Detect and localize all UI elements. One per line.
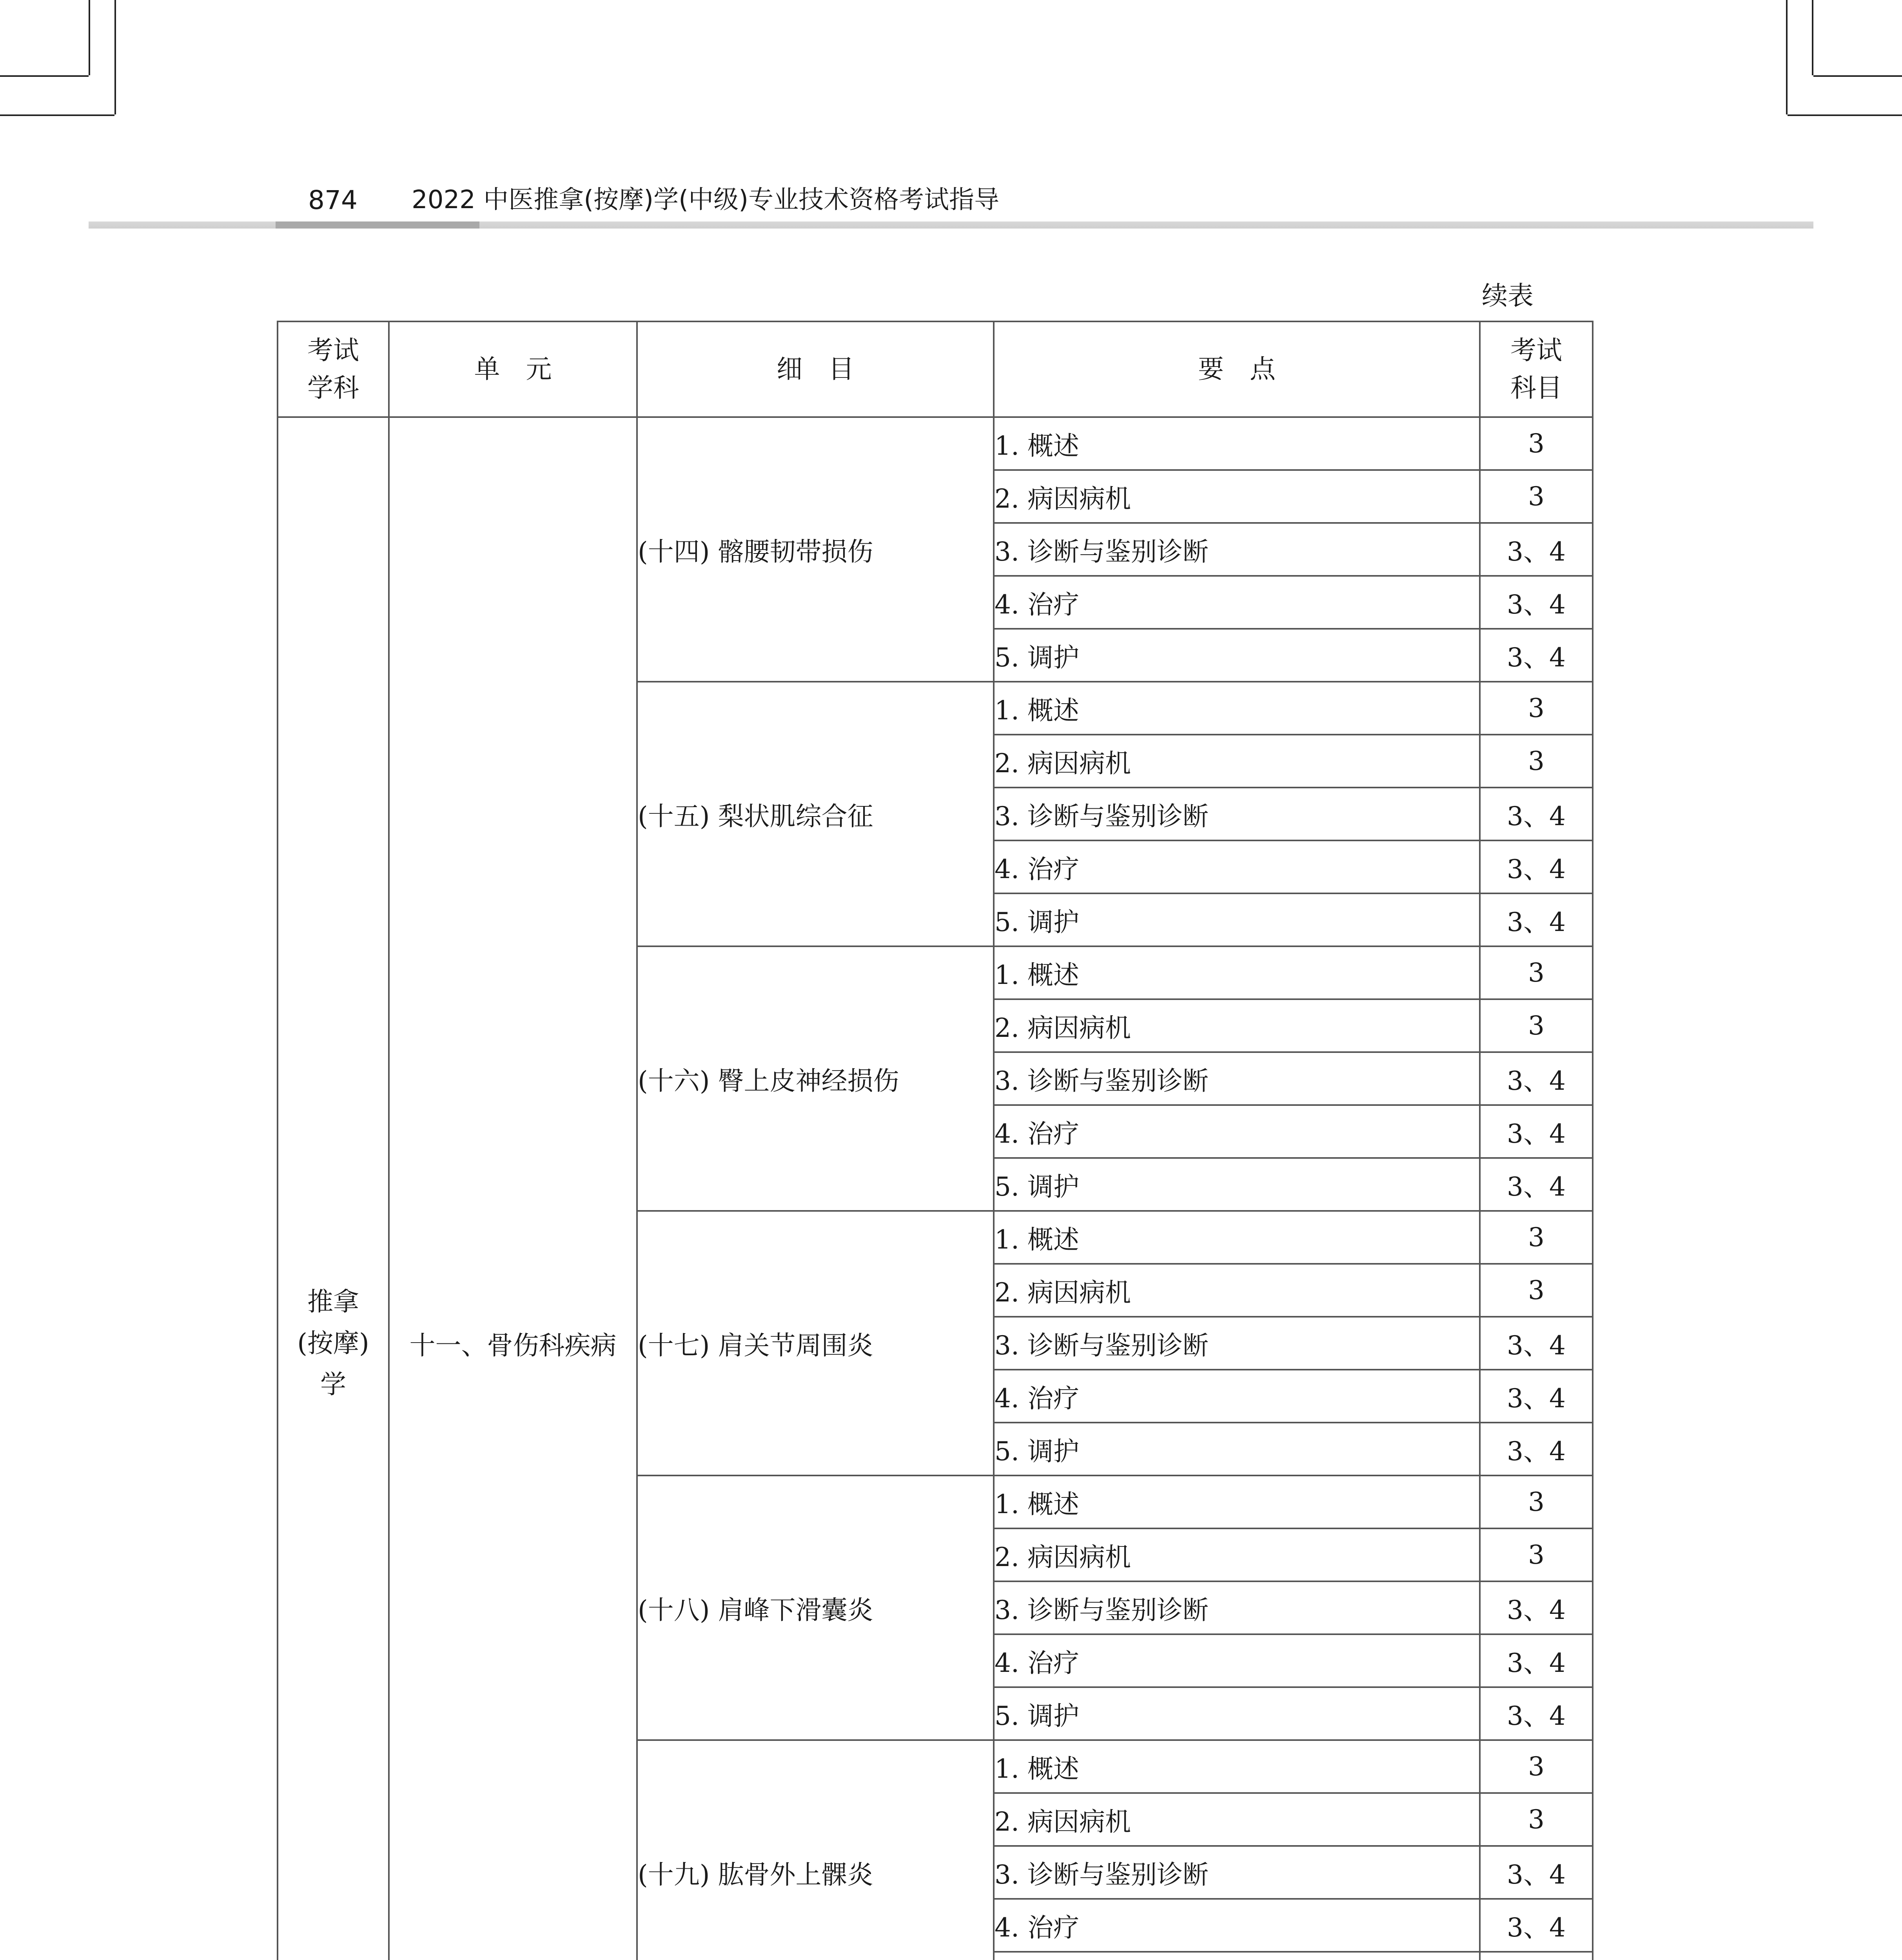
exam-level-cell: 3 xyxy=(1480,682,1593,735)
exam-level-cell: 3、4 xyxy=(1480,893,1593,946)
point-cell: 5. 调护 xyxy=(994,893,1480,946)
crop-mark xyxy=(114,0,116,114)
exam-level-cell: 3 xyxy=(1480,1740,1593,1793)
exam-level-cell: 3、4 xyxy=(1480,576,1593,629)
exam-level-cell: 3、4 xyxy=(1480,523,1593,576)
point-cell: 5. 调护 xyxy=(994,1158,1480,1211)
crop-mark xyxy=(1788,114,1902,116)
point-cell: 1. 概述 xyxy=(994,1475,1480,1528)
exam-level-cell: 3 xyxy=(1480,470,1593,523)
exam-level-cell: 3、4 xyxy=(1480,1052,1593,1105)
header-rule-accent xyxy=(276,221,479,229)
exam-level-cell: 3 xyxy=(1480,1211,1593,1264)
exam-level-cell: 3、4 xyxy=(1480,1317,1593,1370)
header-topic: 细 目 xyxy=(637,321,994,417)
exam-level-cell: 3、4 xyxy=(1480,1370,1593,1423)
exam-level-cell: 3 xyxy=(1480,999,1593,1052)
exam-level-cell: 3、4 xyxy=(1480,840,1593,893)
table-row xyxy=(278,417,1593,470)
point-cell: 4. 治疗 xyxy=(994,1899,1480,1952)
subject-cell xyxy=(278,417,389,1960)
exam-level-cell xyxy=(1480,1952,1593,1960)
exam-level-cell: 3、4 xyxy=(1480,1634,1593,1687)
exam-syllabus-table xyxy=(277,321,1593,1960)
point-cell: 3. 诊断与鉴别诊断 xyxy=(994,523,1480,576)
header-level-line: 考试 xyxy=(1510,335,1562,366)
header-subject xyxy=(278,321,389,417)
point-cell: 1. 概述 xyxy=(994,1211,1480,1264)
crop-mark xyxy=(1812,0,1813,75)
header-exam-level xyxy=(1480,321,1593,417)
subject-line: 推拿 xyxy=(307,1287,359,1317)
exam-level-cell: 3 xyxy=(1480,735,1593,788)
subject-line: (按摩) xyxy=(297,1328,369,1358)
exam-level-cell: 3 xyxy=(1480,1475,1593,1528)
topic-cell: (十四) 髂腰韧带损伤 xyxy=(637,417,994,682)
exam-level-cell: 3、4 xyxy=(1480,788,1593,840)
point-cell: 3. 诊断与鉴别诊断 xyxy=(994,788,1480,840)
point-cell: 1. 概述 xyxy=(994,1740,1480,1793)
page-number: 874 xyxy=(308,185,358,215)
header-unit: 单 元 xyxy=(389,321,637,417)
point-cell: 2. 病因病机 xyxy=(994,999,1480,1052)
header-subject-line: 考试 xyxy=(307,335,359,366)
exam-level-cell: 3、4 xyxy=(1480,1581,1593,1634)
exam-level-cell: 3 xyxy=(1480,1264,1593,1317)
point-cell: 2. 病因病机 xyxy=(994,470,1480,523)
point-cell: 5. 调护 xyxy=(994,1687,1480,1740)
header-subject-line: 学科 xyxy=(307,373,359,403)
crop-mark xyxy=(1813,75,1902,77)
exam-level-cell: 3 xyxy=(1480,417,1593,470)
header-points: 要 点 xyxy=(994,321,1480,417)
point-cell: 2. 病因病机 xyxy=(994,1528,1480,1581)
point-cell: 5. 调护 xyxy=(994,629,1480,682)
table-body xyxy=(278,417,1593,1960)
table-header-row xyxy=(278,321,1593,417)
crop-mark xyxy=(1786,0,1788,114)
point-cell: 2. 病因病机 xyxy=(994,1793,1480,1846)
header-level-line: 科目 xyxy=(1510,373,1562,403)
point-cell: 2. 病因病机 xyxy=(994,735,1480,788)
exam-level-cell: 3、4 xyxy=(1480,1899,1593,1952)
point-cell: 4. 治疗 xyxy=(994,1105,1480,1158)
exam-level-cell: 3、4 xyxy=(1480,1105,1593,1158)
exam-level-cell: 3、4 xyxy=(1480,1846,1593,1899)
point-cell: 4. 治疗 xyxy=(994,576,1480,629)
book-title: 2022 中医推拿(按摩)学(中级)专业技术资格考试指导 xyxy=(412,185,1000,214)
topic-cell: (十九) 肱骨外上髁炎 xyxy=(637,1740,994,1960)
point-cell: 1. 概述 xyxy=(994,417,1480,470)
point-cell: 4. 治疗 xyxy=(994,840,1480,893)
point-cell: 3. 诊断与鉴别诊断 xyxy=(994,1052,1480,1105)
point-cell: 4. 治疗 xyxy=(994,1370,1480,1423)
crop-mark xyxy=(89,0,90,75)
point-cell: 4. 治疗 xyxy=(994,1634,1480,1687)
point-cell: 1. 概述 xyxy=(994,946,1480,999)
topic-cell: (十六) 臀上皮神经损伤 xyxy=(637,946,994,1211)
unit-cell: 十一、骨伤科疾病 xyxy=(389,417,637,1960)
topic-cell: (十八) 肩峰下滑囊炎 xyxy=(637,1475,994,1740)
point-cell: 3. 诊断与鉴别诊断 xyxy=(994,1846,1480,1899)
point-cell: 2. 病因病机 xyxy=(994,1264,1480,1317)
point-cell: 1. 概述 xyxy=(994,682,1480,735)
topic-cell: (十七) 肩关节周围炎 xyxy=(637,1211,994,1475)
topic-cell: (十五) 梨状肌综合征 xyxy=(637,682,994,946)
crop-mark xyxy=(0,114,114,116)
point-cell xyxy=(994,1952,1480,1960)
exam-level-cell: 3 xyxy=(1480,1528,1593,1581)
header-rule xyxy=(89,221,1813,229)
point-cell: 3. 诊断与鉴别诊断 xyxy=(994,1317,1480,1370)
subject-line: 学 xyxy=(320,1369,346,1400)
exam-level-cell: 3、4 xyxy=(1480,1687,1593,1740)
crop-mark xyxy=(0,75,89,77)
point-cell: 5. 调护 xyxy=(994,1423,1480,1475)
exam-level-cell: 3、4 xyxy=(1480,1423,1593,1475)
exam-level-cell: 3、4 xyxy=(1480,1158,1593,1211)
exam-level-cell: 3、4 xyxy=(1480,629,1593,682)
point-cell: 3. 诊断与鉴别诊断 xyxy=(994,1581,1480,1634)
table-caption: 续表 xyxy=(1482,281,1534,311)
exam-level-cell: 3 xyxy=(1480,946,1593,999)
exam-level-cell: 3 xyxy=(1480,1793,1593,1846)
